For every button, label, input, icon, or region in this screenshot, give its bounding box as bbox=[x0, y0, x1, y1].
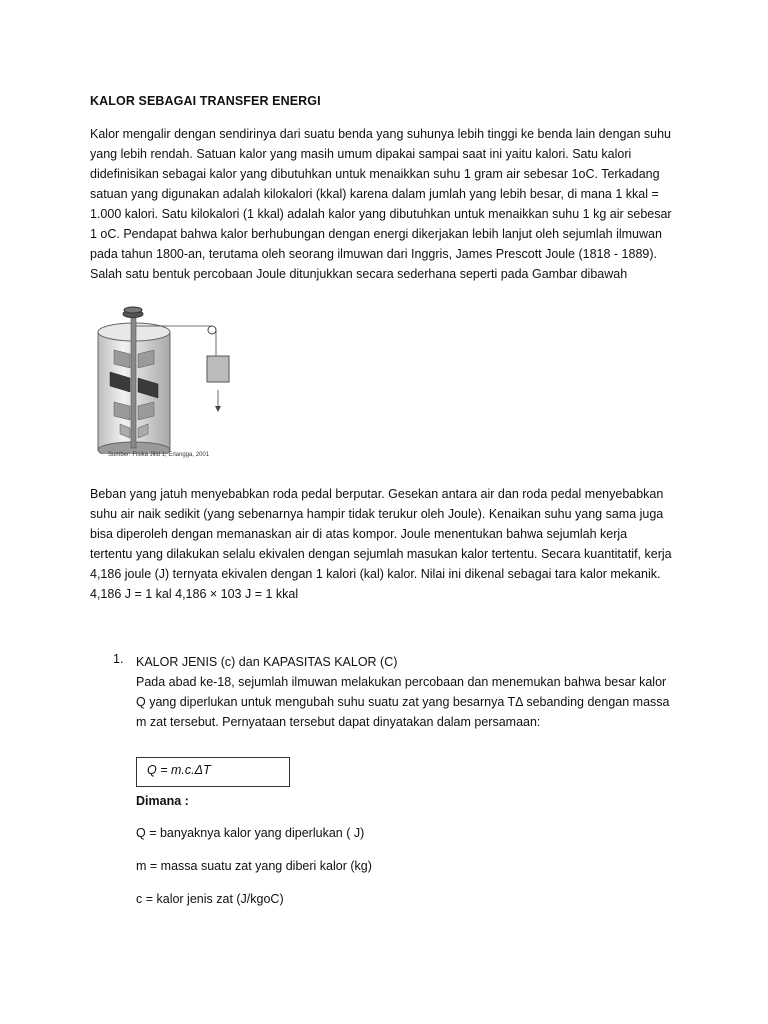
paragraph-line: Salah satu bentuk percobaan Joule ditunjukkan secara sederhana seperti pada Gambar dibawah bbox=[90, 267, 628, 281]
list-item-number: 1. bbox=[113, 652, 124, 666]
list-item-body bbox=[136, 652, 696, 732]
paragraph-line: tertentu yang dilakukan selalu ekivalen dengan sejumlah masukan kalor tertentu. Secara kuantitatif, kerja bbox=[90, 547, 672, 561]
joule-apparatus-illustration bbox=[88, 304, 240, 454]
paragraph-joule bbox=[90, 484, 680, 604]
definitions-heading: Dimana : bbox=[136, 794, 189, 808]
paragraph-line: Pada abad ke-18, sejumlah ilmuwan melakukan percobaan dan menemukan bahwa besar kalor bbox=[136, 675, 667, 689]
paragraph-line: m zat tersebut. Pernyataan tersebut dapat dinyatakan dalam persamaan: bbox=[136, 715, 541, 729]
paragraph-line: Kalor mengalir dengan sendirinya dari suatu benda yang suhunya lebih tinggi ke benda lain dengan suhu bbox=[90, 127, 671, 141]
formula-box: Q = m.c.ΔT bbox=[136, 757, 290, 787]
joule-experiment-figure bbox=[88, 304, 240, 468]
paragraph-line: 4,186 J = 1 kal 4,186 × 103 J = 1 kkal bbox=[90, 587, 299, 601]
paragraph-line: yang lebih rendah. Satuan kalor yang masih umum dipakai sampai saat ini yaitu kalori. Satu kalori bbox=[90, 147, 632, 161]
definition-q: Q = banyaknya kalor yang diperlukan ( J) bbox=[136, 826, 365, 840]
paragraph-line: pada tahun 1800-an, terutama oleh seorang ilmuwan dari Inggris, James Prescott Joule (1818 - 1889). bbox=[90, 247, 657, 261]
paragraph-line: 4,186 joule (J) ternyata ekivalen dengan 1 kalori (kal) kalor. Nilai ini dikenal sebagai tara kalor mekanik. bbox=[90, 567, 661, 581]
paragraph-line: suhu air naik sedikit (yang sebenarnya hampir tidak terukur oleh Joule). Kenaikan suhu yang sama juga bbox=[90, 507, 664, 521]
paragraph-line: Beban yang jatuh menyebabkan roda pedal berputar. Gesekan antara air dan roda pedal menyebabkan bbox=[90, 487, 664, 501]
paragraph-line: Q yang diperlukan untuk mengubah suhu suatu zat yang besarnya TΔ sebanding dengan massa bbox=[136, 695, 670, 709]
paragraph-line: 1.000 kalori. Satu kilokalori (1 kkal) adalah kalor yang dibutuhkan untuk menaikkan suhu 1 kg air sebesar bbox=[90, 207, 672, 221]
paragraph-line: didefinisikan sebagai kalor yang dibutuhkan untuk menaikkan suhu 1 gram air sebesar 1oC. Terkadang bbox=[90, 167, 660, 181]
paragraph-line: satuan yang digunakan adalah kilokalori (kkal) karena dalam jumlah yang lebih besar, di mana 1 kkal = bbox=[90, 187, 659, 201]
definition-m: m = massa suatu zat yang diberi kalor (kg) bbox=[136, 859, 372, 873]
paragraph-line: 1 oC. Pendapat bahwa kalor berhubungan dengan energi dikerjakan lebih lanjut oleh sejumlah ilmuwan bbox=[90, 227, 662, 241]
definition-c: c = kalor jenis zat (J/kgoC) bbox=[136, 892, 284, 906]
list-item-heading: KALOR JENIS (c) dan KAPASITAS KALOR (C) bbox=[136, 655, 398, 669]
paragraph-line: bisa diperoleh dengan memanaskan air di atas kompor. Joule menentukan bahwa sejumlah kerja bbox=[90, 527, 628, 541]
figure-caption: Sumber: Fisika Jilid 1, Erlangga, 2001 bbox=[108, 452, 210, 458]
paragraph-intro bbox=[90, 124, 680, 284]
document-title: KALOR SEBAGAI TRANSFER ENERGI bbox=[90, 94, 321, 108]
